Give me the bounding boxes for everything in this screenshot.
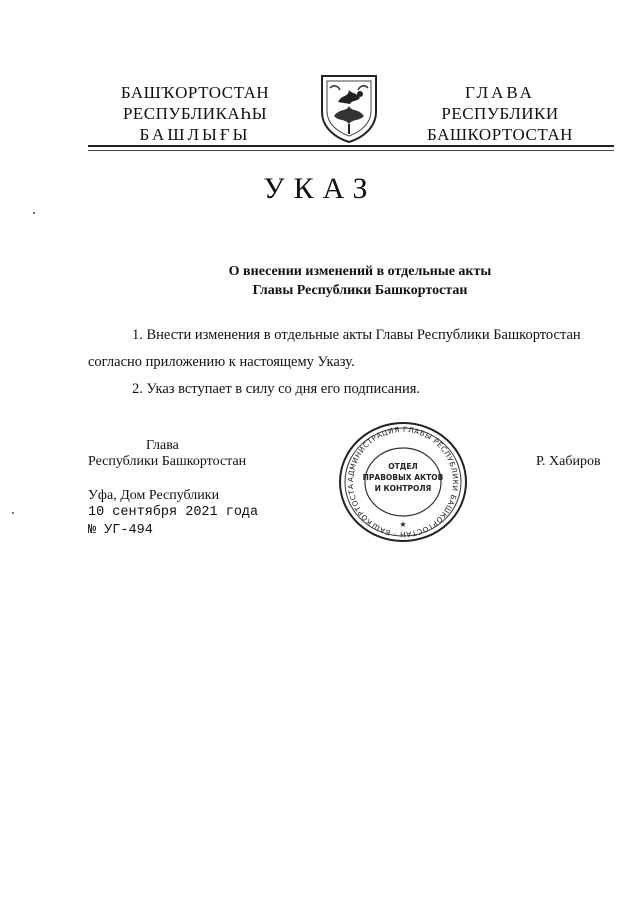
stamp-star-icon: ★ [399,520,407,529]
stamp-outer-text: АДМИНИСТРАЦИЯ ГЛАВЫ РЕСПУБЛИКИ БАШКОРТОСТАН · БАШҠОРТОСТА [345,424,461,540]
paragraph-2: 2. Указ вступает в силу со дня его подписания. [132,381,421,397]
paragraph-1: 1. Внести изменения в отдельные акты Главы Республики Башкортостан согласно приложению к настоящему Указу. [88,327,581,370]
document-title: УКАЗ [263,172,377,205]
stamp-center-line1: ОТДЕЛ [388,462,418,471]
stamp-center-line3: И КОНТРОЛЯ [374,484,432,493]
coat-of-arms-icon [316,72,382,144]
document-subject [150,262,570,300]
header-right-line1: ГЛАВА [465,83,535,102]
signing-place: Уфа, Дом Республики [88,488,220,503]
header-left-line2: РЕСПУБЛИКАҺЫ [122,104,268,123]
stamp-center-line2: ПРАВОВЫХ АКТОВ [362,473,444,482]
signatory-position-line1: Глава [146,438,179,453]
header-divider-thin [88,150,614,151]
header-right-line3: БАШКОРТОСТАН [427,125,573,144]
scan-speck [12,512,14,514]
header-right-line2: РЕСПУБЛИКИ [441,104,559,123]
signing-date: 10 сентября 2021 года [88,505,259,520]
header-left-line3: БАШЛЫҒЫ [139,125,251,144]
subject-line1: О внесении изменений в отдельные акты [228,264,492,279]
header-left-line1: БАШҠОРТОСТАН [120,83,270,102]
header-divider-thick [88,145,614,147]
scan-speck [33,212,35,214]
signatory-name: Р. Хабиров [536,454,601,469]
signatory-position-line2: Республики Башкортостан [88,454,247,469]
document-number: № УГ-494 [88,523,153,538]
header-right-block [405,82,595,145]
official-stamp [337,420,469,544]
subject-line2: Главы Республики Башкортостан [252,283,468,298]
header-left-block [100,82,290,145]
